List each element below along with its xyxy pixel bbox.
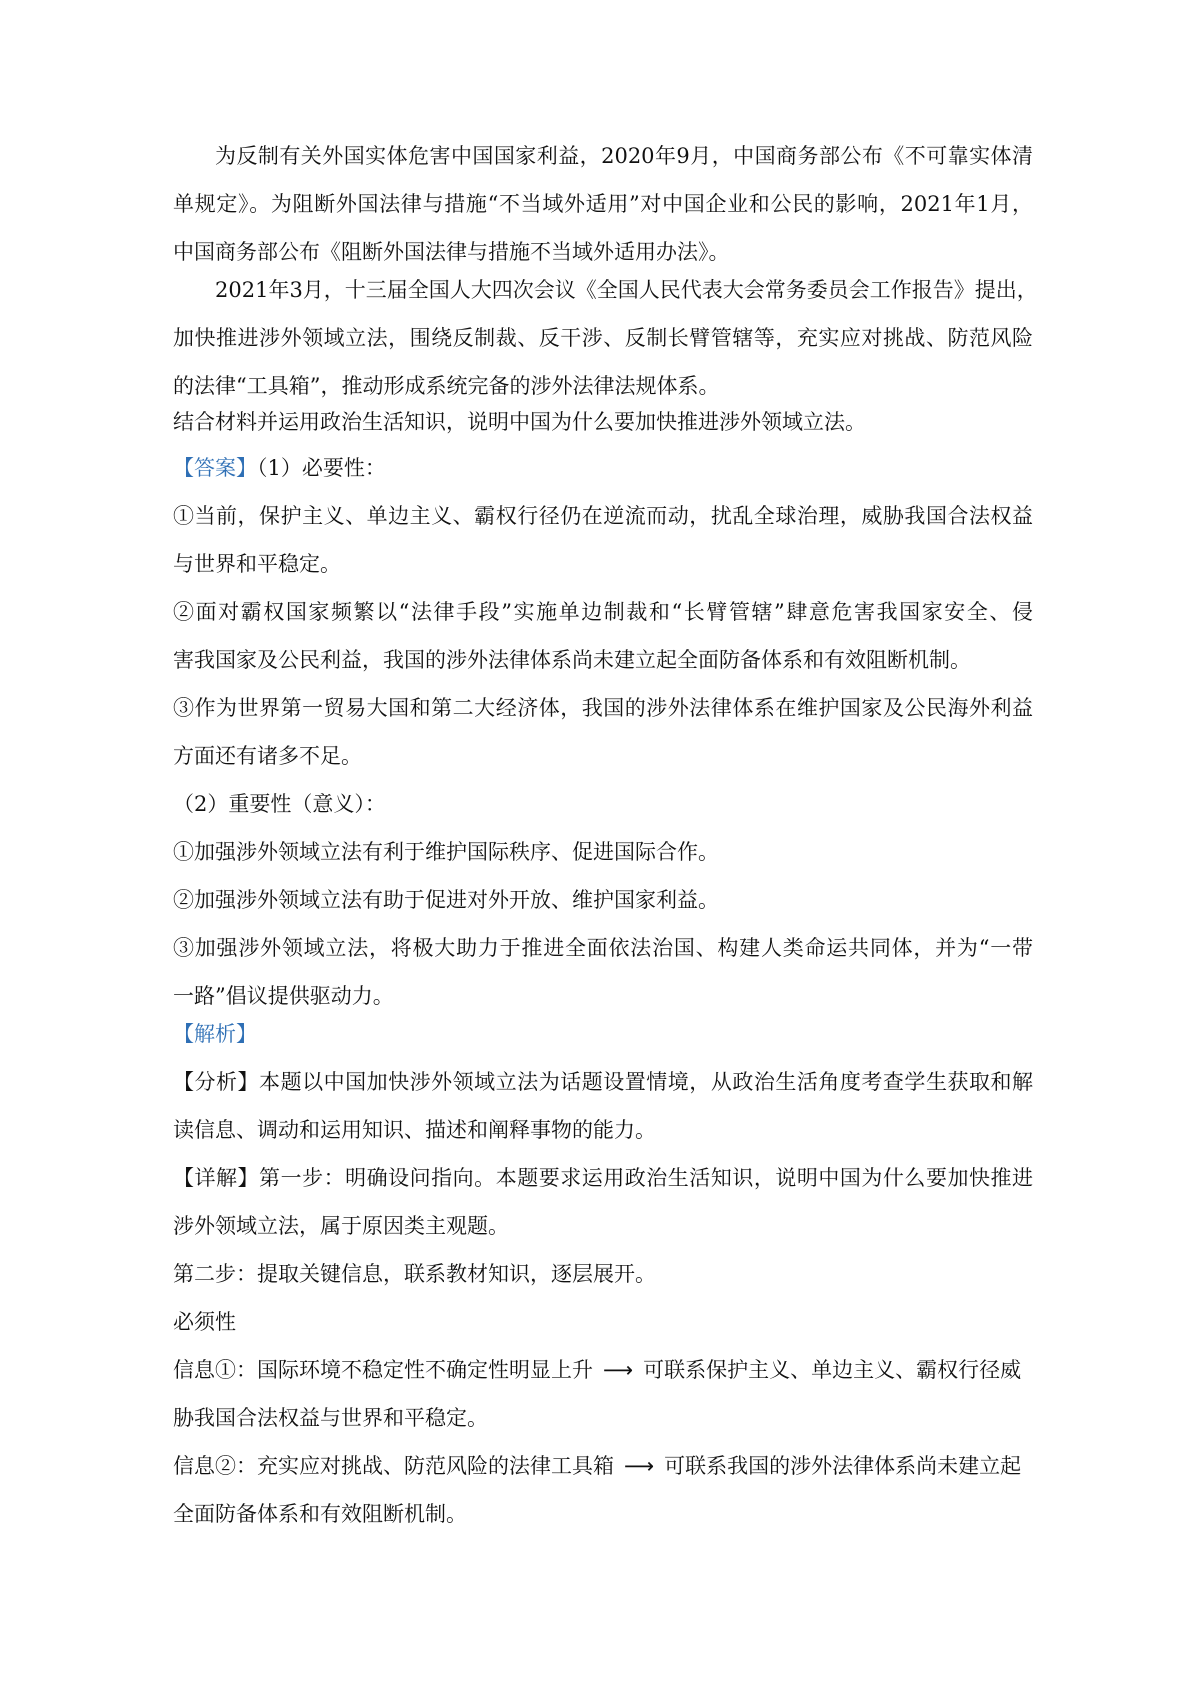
text-line: 胁我国合法权益与世界和平稳定。 xyxy=(173,1406,488,1430)
arrow-right-icon: ⟶ xyxy=(603,1358,634,1382)
info-1-key: 信息①：国际环境不稳定性不确定性明显上升 xyxy=(173,1358,593,1382)
arrow-right-icon: ⟶ xyxy=(624,1454,655,1478)
info-1-link: 可联系保护主义、单边主义、霸权行径威 xyxy=(643,1358,1022,1382)
text-line: ①当前，保护主义、单边主义、霸权行径仍在逆流而动，扰乱全球治理，威胁我国合法权益 xyxy=(173,504,1033,528)
text-line: 的法律“工具箱”，推动形成系统完备的涉外法律法规体系。 xyxy=(173,374,720,398)
info-2-link: 可联系我国的涉外法律体系尚未建立起 xyxy=(664,1454,1022,1478)
text-line: 第二步：提取关键信息，联系教材知识，逐层展开。 xyxy=(173,1262,656,1286)
text-line: 【详解】第一步：明确设问指向。本题要求运用政治生活知识，说明中国为什么要加快推进 xyxy=(173,1166,1033,1190)
text-line: ③加强涉外领域立法，将极大助力于推进全面依法治国、构建人类命运共同体，并为“一带 xyxy=(173,936,1033,960)
text-line: 与世界和平稳定。 xyxy=(173,552,341,576)
analysis-heading xyxy=(173,1010,1033,1058)
text-line: 单规定》。为阻断外国法律与措施“不当域外适用”对中国企业和公民的影响，2021年1月， xyxy=(173,192,1033,216)
info-2-line xyxy=(173,1442,1033,1490)
answer-section xyxy=(173,444,1033,1020)
text-line: 涉外领域立法，属于原因类主观题。 xyxy=(173,1214,509,1238)
necessity-heading: （1）必要性： xyxy=(257,456,386,480)
text-line: ①加强涉外领域立法有利于维护国际秩序、促进国际合作。 xyxy=(173,840,719,864)
material-paragraph-1 xyxy=(173,132,1033,276)
analysis-tag: 【解析】 xyxy=(173,1022,257,1046)
text-line: 害我国家及公民利益，我国的涉外法律体系尚未建立起全面防备体系和有效阻断机制。 xyxy=(173,648,971,672)
text-line: 方面还有诸多不足。 xyxy=(173,744,362,768)
importance-heading: （2）重要性（意义）： xyxy=(173,792,386,816)
text-line: ③作为世界第一贸易大国和第二大经济体，我国的涉外法律体系在维护国家及公民海外利益 xyxy=(173,696,1033,720)
text-line: 全面防备体系和有效阻断机制。 xyxy=(173,1502,467,1526)
text-line: 加快推进涉外领域立法，围绕反制裁、反干涉、反制长臂管辖等，充实应对挑战、防范风险 xyxy=(173,326,1033,350)
text-line: ②加强涉外领域立法有助于促进对外开放、维护国家利益。 xyxy=(173,888,719,912)
material-paragraph-2 xyxy=(173,266,1038,410)
text-line: 2021年3月，十三届全国人大四次会议《全国人民代表大会常务委员会工作报告》提出， xyxy=(215,278,1038,302)
subheading-necessity: 必须性 xyxy=(173,1310,236,1334)
text-line: ②面对霸权国家频繁以“法律手段”实施单边制裁和“长臂管辖”肆意危害我国家安全、侵 xyxy=(173,600,1033,624)
question-text: 结合材料并运用政治生活知识，说明中国为什么要加快推进涉外领域立法。 xyxy=(173,410,866,434)
text-line: 中国商务部公布《阻断外国法律与措施不当域外适用办法》。 xyxy=(173,240,730,264)
info-1-line xyxy=(173,1346,1033,1394)
answer-tag: 【答案】 xyxy=(173,456,257,480)
text-line: 为反制有关外国实体危害中国国家利益，2020年9月，中国商务部公布《不可靠实体清 xyxy=(215,144,1033,168)
text-line: 一路”倡议提供驱动力。 xyxy=(173,984,394,1008)
info-2-key: 信息②：充实应对挑战、防范风险的法律工具箱 xyxy=(173,1454,614,1478)
text-line: 读信息、调动和运用知识、描述和阐释事物的能力。 xyxy=(173,1118,656,1142)
text-line: 【分析】本题以中国加快涉外领域立法为话题设置情境，从政治生活角度考查学生获取和解 xyxy=(173,1070,1033,1094)
analysis-section xyxy=(173,1010,1033,1538)
question xyxy=(173,398,1033,446)
answer-heading xyxy=(173,444,1033,492)
